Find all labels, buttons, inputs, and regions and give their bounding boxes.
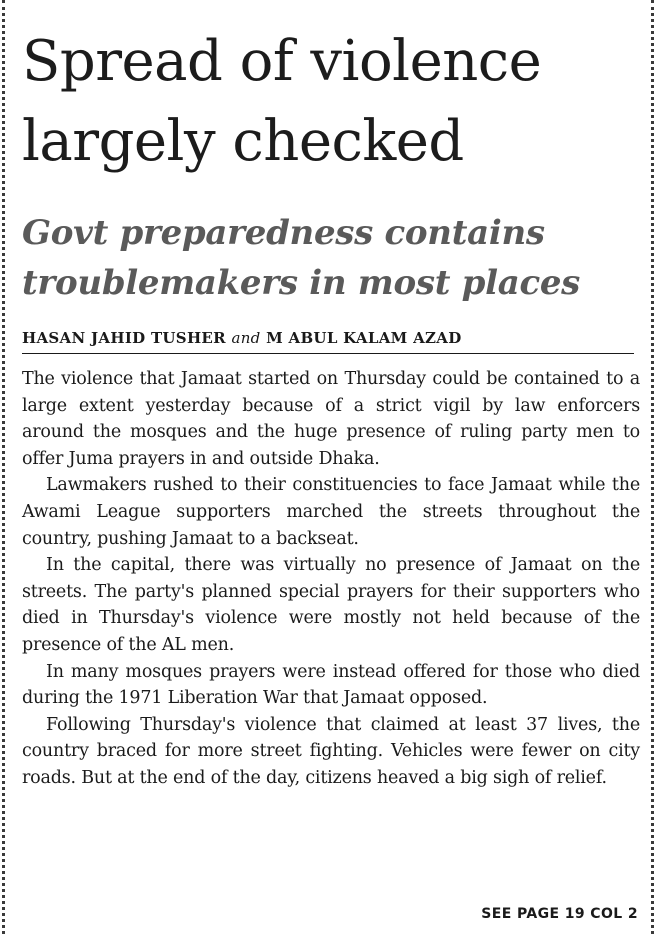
paragraph: Following Thursday's violence that claimed at least 37 lives, the country braced for more street fighting. Vehicles were fewer on city roads. But at the end of the day, citizens heaved a big sigh of relief. bbox=[22, 714, 640, 788]
subheadline: Govt preparedness contains troublemakers in most places bbox=[22, 213, 581, 303]
left-dotted-border bbox=[2, 0, 5, 934]
right-dotted-border bbox=[651, 0, 654, 934]
author-2: M ABUL KALAM AZAD bbox=[266, 329, 462, 347]
paragraph: Lawmakers rushed to their constituencies to face Jamaat while the Awami League supporters marched the streets throughout the country, pushing Jamaat to a backseat. bbox=[22, 475, 640, 549]
article-body bbox=[22, 366, 640, 792]
paragraph: The violence that Jamaat started on Thursday could be contained to a large extent yesterday because of a strict vigil by law enforcers around the mosques and the huge presence of ruling party men to offer Juma prayers in and outside Dhaka. bbox=[22, 369, 640, 469]
byline bbox=[22, 325, 634, 354]
byline-conjunction: and bbox=[231, 329, 261, 347]
paragraph: In many mosques prayers were instead offered for those who died during the 1971 Liberation War that Jamaat opposed. bbox=[22, 661, 640, 709]
paragraph: In the capital, there was virtually no presence of Jamaat on the streets. The party's planned special prayers for their supporters who died in Thursday's violence were mostly not held because of the presence of the AL men. bbox=[22, 555, 640, 655]
headline: Spread of violence largely checked bbox=[22, 29, 542, 174]
continuation-note: SEE PAGE 19 COL 2 bbox=[481, 906, 638, 922]
author-1: HASAN JAHID TUSHER bbox=[22, 329, 226, 347]
